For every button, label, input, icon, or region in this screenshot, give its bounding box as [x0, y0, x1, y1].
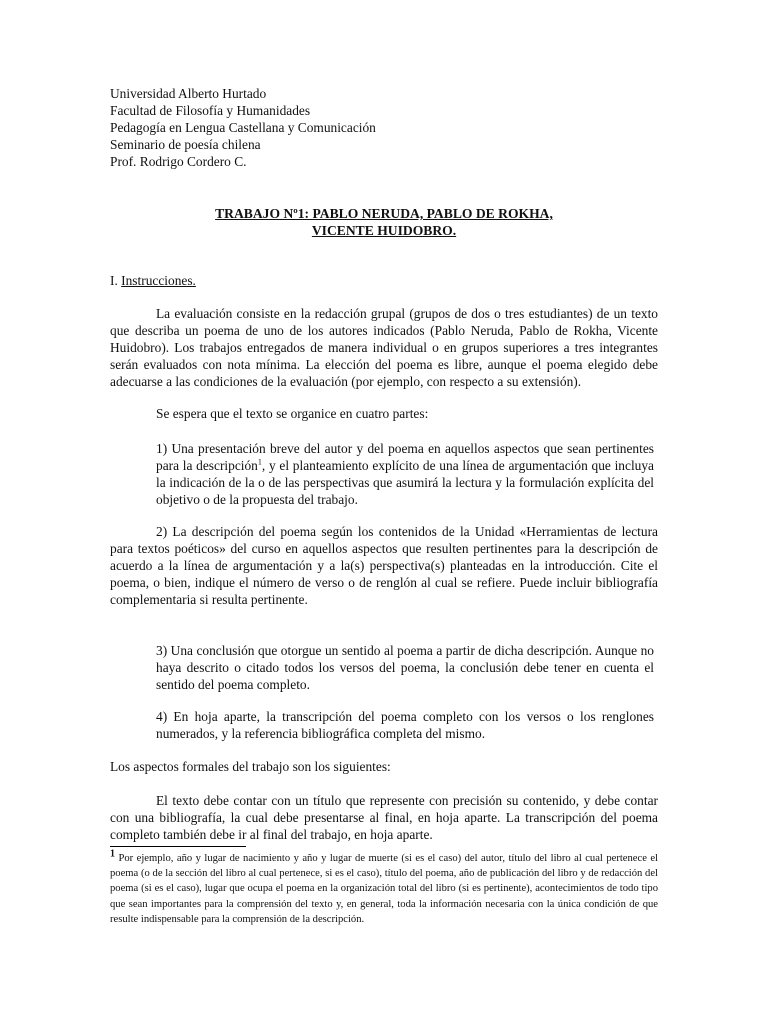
section-title: Instrucciones. — [121, 273, 196, 288]
footnote-ref: 1 — [257, 457, 262, 467]
program-name: Pedagogía en Lengua Castellana y Comunicación — [110, 120, 376, 135]
formal-aspects-intro: Los aspectos formales del trabajo son los siguientes: — [110, 759, 391, 774]
formal-aspects-paragraph: El texto debe contar con un título que represente con precisión su contenido, y debe contar con una bibliografía, la cual debe presentarse al final, en hoja aparte. La transcripción del poema completo también debe ir al final del trabajo, en hoja aparte. — [110, 793, 658, 842]
title-line-1: TRABAJO Nº1: PABLO NERUDA, PABLO DE ROKHA, — [215, 206, 553, 221]
faculty-name: Facultad de Filosofía y Humanidades — [110, 103, 311, 118]
list-item-1-text-a: 1) Una presentación breve del autor y del poema en aquellos aspectos que sean pertinentes para la descripción — [156, 441, 654, 473]
institution-header — [110, 85, 376, 170]
section-number: I. — [110, 273, 122, 288]
university-name: Universidad Alberto Hurtado — [110, 86, 267, 101]
course-name: Seminario de poesía chilena — [110, 137, 261, 152]
assignment-title — [110, 205, 658, 239]
footnote — [110, 848, 658, 927]
list-item-4: 4) En hoja aparte, la transcripción del poema completo con los versos o los renglones numerados, y la referencia bibliográfica completa del mismo. — [156, 709, 654, 741]
footnote-separator — [110, 846, 246, 847]
paragraph-evaluation: La evaluación consiste en la redacción grupal (grupos de dos o tres estudiantes) de un texto que describa un poema de uno de los autores indicados (Pablo Neruda, Pablo de Rokha, Vicente Huidobro). Los trabajos entregados de manera individual o en grupos superiores a tres integrantes serán evaluados con nota mínima. La elección del poema es libre, aunque el poema elegido debe adecuarse a las condiciones de la evaluación (por ejemplo, con respecto a su extensión). — [110, 306, 658, 389]
paragraph-structure-intro: Se espera que el texto se organice en cuatro partes: — [156, 406, 429, 421]
section-heading — [110, 273, 196, 289]
list-item-2: 2) La descripción del poema según los contenidos de la Unidad «Herramientas de lectura para textos poéticos» del curso en aquellos aspectos que resulten pertinentes para la descripción de acuerdo a la línea de argumentación y a la(s) perspectiva(s) planteadas en la introducción. Cite el poema, o bien, indique el número de verso o de renglón al cual se refiere. Puede incluir bibliografía complementaria si resulta pertinente. — [110, 524, 658, 607]
list-item-1 — [156, 440, 654, 508]
list-item-1-text-b: , y el planteamiento explícito de una línea de argumentación que incluya la indicación de la o de las perspectivas que asumirá la lectura y la formulación explícita del objetivo o de la propuesta del trabajo. — [156, 458, 654, 507]
title-line-2: VICENTE HUIDOBRO. — [311, 223, 457, 238]
professor-name: Prof. Rodrigo Cordero C. — [110, 154, 247, 169]
footnote-mark: 1 — [110, 848, 115, 860]
footnote-text: Por ejemplo, año y lugar de nacimiento y año y lugar de muerte (si es el caso) del autor, título del libro al cual pertenece el poema (o de la sección del libro al cual pertenece, si es el caso), título del poema, año de publicación del libro y de redacción del poema (si es el caso), lugar que ocupa el poema en la organización total del libro (si es pertinente), acontecimientos de todo tipo que sean importantes para la comprensión del texto y, en general, toda la información necesaria con la única condición de que resulte indispensable para la comprensión de la descripción. — [110, 853, 658, 925]
list-item-3: 3) Una conclusión que otorgue un sentido al poema a partir de dicha descripción. Aunque no haya descrito o citado todos los versos del poema, la conclusión debe tener en cuenta el sentido del poema completo. — [156, 643, 654, 692]
